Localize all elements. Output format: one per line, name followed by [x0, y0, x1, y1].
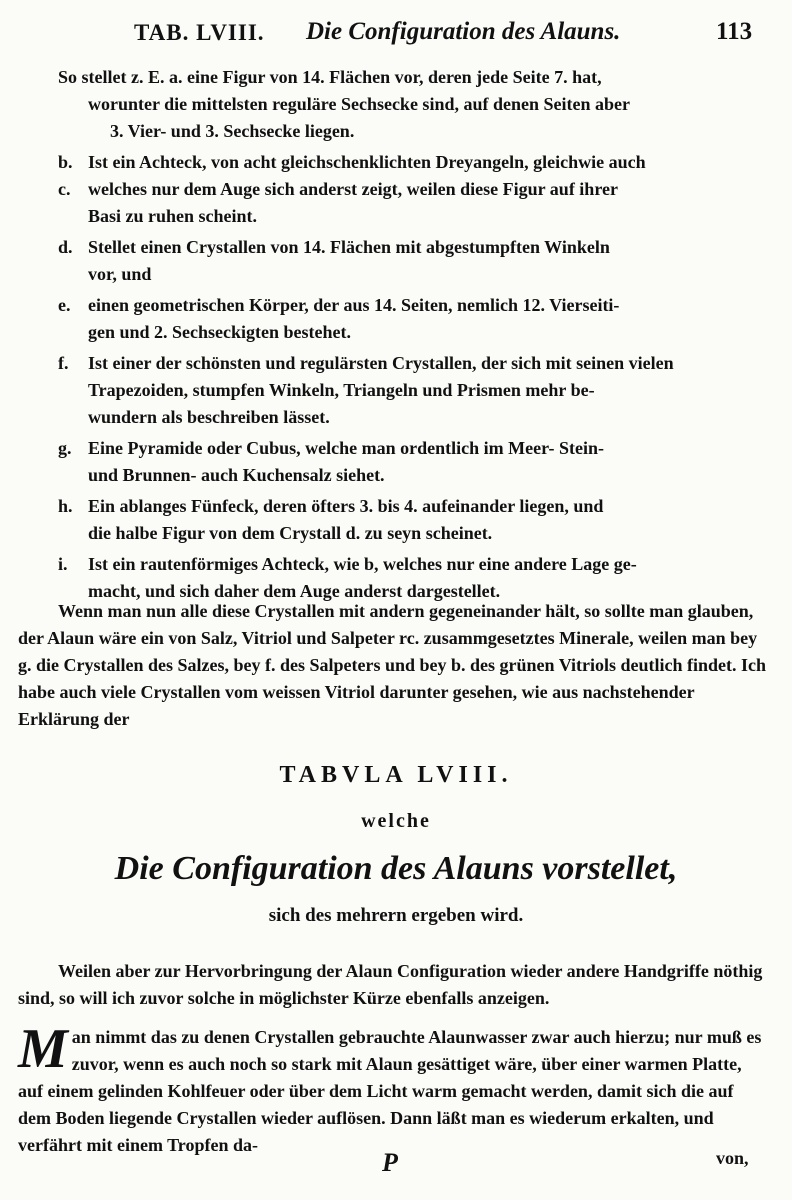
list-item — [58, 64, 770, 145]
list-item — [58, 493, 770, 547]
list-item — [58, 234, 770, 288]
drop-cap: M — [18, 1018, 68, 1080]
item-line: vor, und — [88, 264, 152, 284]
paragraph-handgriffe: Weilen aber zur Hervorbringung der Alaun Configuration wieder andere Handgriffe nöthig sind, so will ich zuvor solche in möglichster Kürze ebenfalls anzeigen. — [18, 961, 763, 1008]
list-item — [58, 435, 770, 489]
item-line: gen und 2. Sechseckigten bestehet. — [88, 322, 352, 342]
plate-subtitle: sich des mehrern ergeben wird. — [268, 905, 524, 926]
item-label: i. — [58, 554, 68, 574]
item-label: c. — [58, 179, 71, 199]
header-title: Die Configuration des Alauns. — [306, 18, 621, 45]
item-label: b. — [58, 152, 73, 172]
item-line: und Brunnen- auch Kuchensalz siehet. — [88, 465, 385, 485]
item-label: h. — [58, 496, 73, 516]
list-item — [58, 176, 770, 230]
item-line: 3. Vier- und 3. Sechsecke liegen. — [110, 121, 355, 141]
catchword: von, — [716, 1148, 749, 1168]
paragraph-crystals: Wenn man nun alle diese Crystallen mit andern gegeneinander hält, so sollte man glauben, der Alaun wäre ein von Salz, Vitriol und Salpeter rc. zusammgesetztes Minerale, weilen man bey g. die Crystallen des Salzes, bey f. des Salpeters und bey b. des grünen Vitriols deutlich findet. Ich habe auch viele Crystallen vom weissen Vitriol darunter gesehen, wie aus nachstehender Erklärung der — [18, 601, 767, 729]
list-item — [58, 149, 770, 176]
item-line: So stellet z. E. a. eine Figur von 14. Flächen vor, deren jede Seite 7. hat, — [58, 67, 602, 87]
item-line: Basi zu ruhen scheint. — [88, 206, 258, 226]
item-label: g. — [58, 438, 72, 458]
item-line: Stellet einen Crystallen von 14. Flächen mit abgestumpften Winkeln — [88, 237, 610, 257]
item-label: f. — [58, 353, 69, 373]
running-header — [0, 12, 792, 52]
item-line: Ist einer der schönsten und regulärsten Crystallen, der sich mit seinen vielen — [88, 353, 674, 373]
tabula-heading: TABVLA LVIII. — [279, 762, 513, 788]
paragraph-method — [18, 1018, 768, 1159]
item-line: die halbe Figur von dem Crystall d. zu seyn scheinet. — [88, 523, 493, 543]
item-line: welches nur dem Auge sich anderst zeigt, weilen diese Figur auf ihrer — [88, 179, 618, 199]
list-item — [58, 292, 770, 346]
item-label: d. — [58, 237, 73, 257]
paragraph-method-text: an nimmt das zu denen Crystallen gebrauchte Alaunwasser zwar auch hierzu; nur muß es zuvor, wenn es auch noch so stark mit Alaun gesättiget wäre, über einer warmen Platte, auf einem gelinden Kohlfeuer oder über dem Licht warm gemacht werden, damit sich die auf dem Boden liegende Crystallen wieder auflösen. Dann läßt man es wiederum erkalten, und verfährt mit einem Tropfen da- — [18, 1027, 762, 1155]
item-line: Trapezoiden, stumpfen Winkeln, Triangeln und Prismen mehr be- — [88, 380, 595, 400]
item-line: macht, und sich daher dem Auge anderst dargestellet. — [88, 581, 501, 601]
item-line: wundern als beschreiben lässet. — [88, 407, 330, 427]
header-tab: TAB. LVIII. — [134, 20, 265, 45]
item-line: Eine Pyramide oder Cubus, welche man ordentlich im Meer- Stein- — [88, 438, 604, 458]
signature-mark: P — [382, 1148, 398, 1177]
heading-welche: welche — [361, 810, 431, 832]
list-item — [58, 350, 770, 431]
plate-title: Die Configuration des Alauns vorstellet, — [114, 850, 678, 887]
page-number: 113 — [716, 18, 753, 45]
item-line: Ist ein Achteck, von acht gleichschenklichten Dreyangeln, gleichwie auch — [88, 152, 646, 172]
item-line: worunter die mittelsten reguläre Sechsecke sind, auf denen Seiten aber — [88, 94, 630, 114]
item-line: Ein ablanges Fünfeck, deren öfters 3. bis 4. aufeinander liegen, und — [88, 496, 604, 516]
item-line: einen geometrischen Körper, der aus 14. Seiten, nemlich 12. Vierseiti- — [88, 295, 620, 315]
crystal-list — [58, 64, 770, 605]
list-item — [58, 551, 770, 605]
item-line: Ist ein rautenförmiges Achteck, wie b, welches nur eine andere Lage ge- — [88, 554, 637, 574]
item-label: e. — [58, 295, 71, 315]
